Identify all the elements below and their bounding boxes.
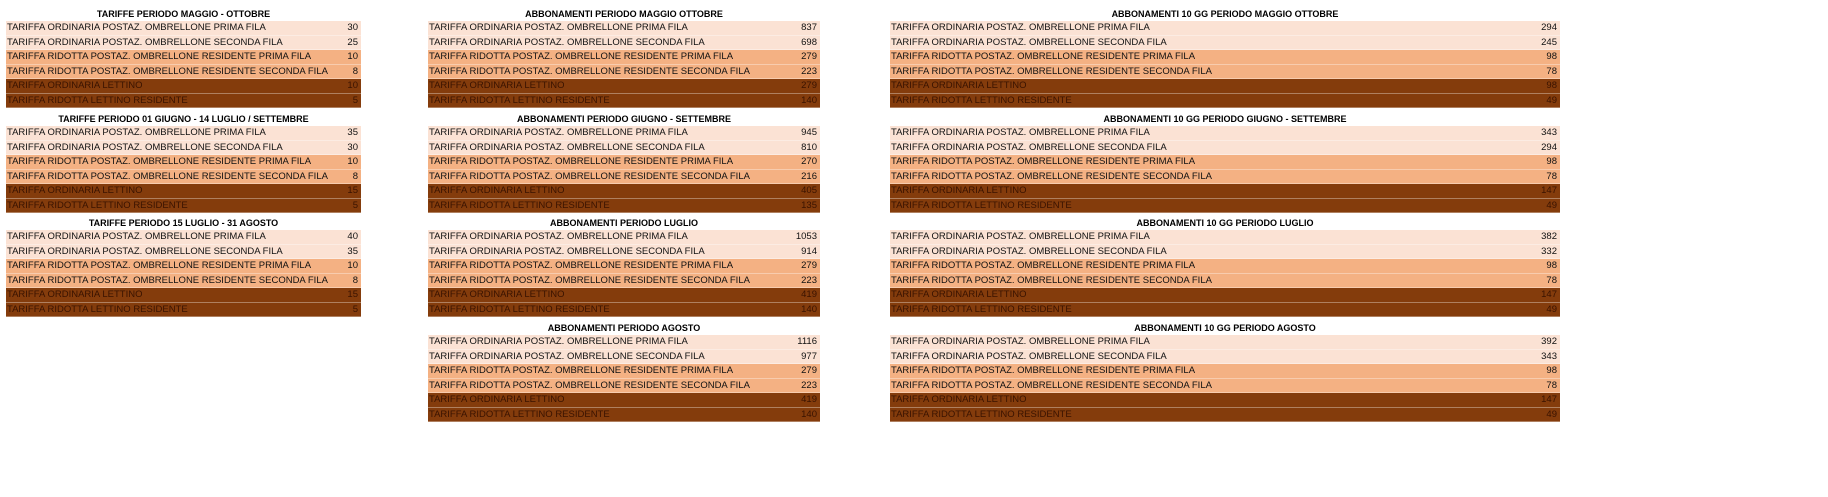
row-value: 419 (801, 394, 817, 405)
table-row (890, 335, 1560, 350)
row-label: TARIFFA RIDOTTA POSTAZ. OMBRELLONE RESIDENTE SECONDA FILA (891, 65, 1212, 77)
table-row (890, 21, 1560, 36)
row-value: 98 (1546, 365, 1557, 376)
table-row (6, 288, 361, 303)
row-label: TARIFFA ORDINARIA POSTAZ. OMBRELLONE PRIMA FILA (7, 231, 266, 242)
row-value: 10 (347, 156, 358, 167)
row-value: 1053 (795, 231, 817, 242)
table-row (428, 94, 820, 109)
row-label: TARIFFA ORDINARIA POSTAZ. OMBRELLONE PRIMA FILA (7, 127, 266, 138)
row-label: TARIFFA RIDOTTA POSTAZ. OMBRELLONE RESIDENTE PRIMA FILA (429, 260, 734, 271)
row-value: 35 (347, 127, 358, 138)
row-label: TARIFFA ORDINARIA LETTINO (429, 394, 565, 405)
row-label: TARIFFA ORDINARIA POSTAZ. OMBRELLONE SECONDA FILA (891, 245, 1167, 257)
table-row (428, 379, 820, 394)
row-label: TARIFFA RIDOTTA POSTAZ. OMBRELLONE RESIDENTE PRIMA FILA (429, 156, 734, 167)
row-value: 10 (347, 80, 358, 91)
table-row (428, 155, 820, 170)
row-label: TARIFFA RIDOTTA POSTAZ. OMBRELLONE RESIDENTE PRIMA FILA (7, 260, 312, 271)
table-row (428, 259, 820, 274)
row-value: 98 (1546, 260, 1557, 271)
row-label: TARIFFA ORDINARIA POSTAZ. OMBRELLONE SECONDA FILA (429, 350, 705, 362)
table-title: ABBONAMENTI 10 GG PERIODO GIUGNO - SETTEMBRE (1103, 114, 1347, 124)
row-label: TARIFFA ORDINARIA POSTAZ. OMBRELLONE SECONDA FILA (429, 141, 705, 153)
table-title: ABBONAMENTI 10 GG PERIODO AGOSTO (1134, 323, 1316, 333)
table-row (428, 50, 820, 65)
table-row (890, 303, 1560, 318)
row-label: TARIFFA ORDINARIA POSTAZ. OMBRELLONE PRIMA FILA (7, 22, 266, 33)
row-label: TARIFFA RIDOTTA POSTAZ. OMBRELLONE RESIDENTE PRIMA FILA (7, 51, 312, 62)
row-label: TARIFFA RIDOTTA POSTAZ. OMBRELLONE RESIDENTE PRIMA FILA (891, 156, 1196, 167)
table-tariffe-maggio-ottobre (6, 8, 361, 108)
table-row (890, 274, 1560, 289)
row-label: TARIFFA RIDOTTA LETTINO RESIDENTE (429, 199, 610, 211)
row-value: 5 (352, 303, 358, 315)
table-row (6, 65, 361, 80)
row-value: 15 (347, 185, 358, 196)
row-value: 392 (1541, 336, 1557, 347)
row-label: TARIFFA ORDINARIA POSTAZ. OMBRELLONE PRIMA FILA (891, 127, 1150, 138)
row-label: TARIFFA RIDOTTA POSTAZ. OMBRELLONE RESIDENTE PRIMA FILA (429, 51, 734, 62)
row-value: 140 (801, 303, 817, 315)
table-row (6, 21, 361, 36)
table-row (890, 288, 1560, 303)
table-row (428, 364, 820, 379)
table-row (6, 199, 361, 214)
row-value: 270 (801, 156, 817, 167)
row-label: TARIFFA ORDINARIA POSTAZ. OMBRELLONE PRIMA FILA (429, 127, 688, 138)
table-row (6, 170, 361, 185)
row-value: 147 (1541, 185, 1557, 196)
row-label: TARIFFA ORDINARIA POSTAZ. OMBRELLONE SECONDA FILA (429, 245, 705, 257)
row-value: 223 (801, 379, 817, 391)
table-title: TARIFFE PERIODO 15 LUGLIO - 31 AGOSTO (88, 218, 279, 228)
row-value: 332 (1541, 245, 1557, 257)
row-label: TARIFFA RIDOTTA POSTAZ. OMBRELLONE RESIDENTE SECONDA FILA (7, 65, 328, 77)
table-abbonamenti-10gg-giugno-settembre (890, 113, 1560, 213)
row-label: TARIFFA RIDOTTA LETTINO RESIDENTE (429, 303, 610, 315)
row-label: TARIFFA RIDOTTA POSTAZ. OMBRELLONE RESIDENTE SECONDA FILA (429, 65, 750, 77)
table-row (890, 245, 1560, 260)
row-label: TARIFFA RIDOTTA POSTAZ. OMBRELLONE RESIDENTE PRIMA FILA (891, 260, 1196, 271)
row-value: 78 (1546, 379, 1557, 391)
row-value: 343 (1541, 127, 1557, 138)
table-row (428, 274, 820, 289)
row-label: TARIFFA ORDINARIA POSTAZ. OMBRELLONE SECONDA FILA (429, 36, 705, 48)
row-label: TARIFFA ORDINARIA POSTAZ. OMBRELLONE SECONDA FILA (891, 350, 1167, 362)
row-label: TARIFFA RIDOTTA POSTAZ. OMBRELLONE RESIDENTE SECONDA FILA (891, 379, 1212, 391)
row-label: TARIFFA ORDINARIA LETTINO (429, 80, 565, 91)
table-row (890, 155, 1560, 170)
table-row (428, 303, 820, 318)
row-value: 223 (801, 274, 817, 286)
row-label: TARIFFA ORDINARIA POSTAZ. OMBRELLONE SECONDA FILA (7, 36, 283, 48)
row-label: TARIFFA ORDINARIA LETTINO (7, 185, 143, 196)
table-row (428, 199, 820, 214)
row-label: TARIFFA RIDOTTA POSTAZ. OMBRELLONE RESIDENTE SECONDA FILA (891, 274, 1212, 286)
row-value: 8 (352, 170, 358, 182)
table-row (428, 184, 820, 199)
row-value: 5 (352, 94, 358, 106)
table-row (890, 408, 1560, 423)
row-label: TARIFFA ORDINARIA POSTAZ. OMBRELLONE SECONDA FILA (891, 141, 1167, 153)
row-value: 223 (801, 65, 817, 77)
row-value: 30 (347, 141, 358, 153)
row-value: 343 (1541, 350, 1557, 362)
table-row (6, 274, 361, 289)
table-abbonamenti-10gg-agosto (890, 322, 1560, 422)
row-value: 914 (801, 245, 817, 257)
row-value: 279 (801, 80, 817, 91)
table-tariffe-giugno-settembre (6, 113, 361, 213)
row-label: TARIFFA RIDOTTA LETTINO RESIDENTE (891, 94, 1072, 106)
table-row (6, 245, 361, 260)
row-value: 49 (1546, 408, 1557, 420)
row-label: TARIFFA ORDINARIA LETTINO (429, 289, 565, 300)
row-label: TARIFFA ORDINARIA LETTINO (429, 185, 565, 196)
row-label: TARIFFA ORDINARIA LETTINO (7, 289, 143, 300)
row-label: TARIFFA ORDINARIA POSTAZ. OMBRELLONE PRIMA FILA (891, 231, 1150, 242)
table-row (6, 141, 361, 156)
table-row (428, 170, 820, 185)
table-title: TARIFFE PERIODO 01 GIUGNO - 14 LUGLIO / SETTEMBRE (58, 114, 309, 124)
row-value: 49 (1546, 199, 1557, 211)
row-label: TARIFFA RIDOTTA LETTINO RESIDENTE (7, 94, 188, 106)
table-row (428, 36, 820, 51)
row-value: 147 (1541, 394, 1557, 405)
table-tariffe-luglio-agosto (6, 217, 361, 317)
row-value: 5 (352, 199, 358, 211)
table-row (890, 379, 1560, 394)
table-row (428, 79, 820, 94)
row-value: 140 (801, 408, 817, 420)
table-title: ABBONAMENTI PERIODO AGOSTO (547, 323, 701, 333)
row-value: 837 (801, 22, 817, 33)
row-value: 49 (1546, 303, 1557, 315)
row-label: TARIFFA RIDOTTA LETTINO RESIDENTE (429, 408, 610, 420)
row-value: 140 (801, 94, 817, 106)
row-value: 49 (1546, 94, 1557, 106)
row-value: 382 (1541, 231, 1557, 242)
row-label: TARIFFA RIDOTTA POSTAZ. OMBRELLONE RESIDENTE PRIMA FILA (7, 156, 312, 167)
table-row (6, 259, 361, 274)
row-value: 40 (347, 231, 358, 242)
row-value: 294 (1541, 22, 1557, 33)
row-value: 8 (352, 65, 358, 77)
row-value: 78 (1546, 65, 1557, 77)
row-value: 98 (1546, 80, 1557, 91)
row-label: TARIFFA ORDINARIA LETTINO (7, 80, 143, 91)
row-value: 78 (1546, 274, 1557, 286)
table-row (428, 245, 820, 260)
row-label: TARIFFA ORDINARIA POSTAZ. OMBRELLONE PRIMA FILA (891, 22, 1150, 33)
row-label: TARIFFA ORDINARIA LETTINO (891, 80, 1027, 91)
table-row (890, 184, 1560, 199)
row-value: 279 (801, 365, 817, 376)
row-label: TARIFFA RIDOTTA POSTAZ. OMBRELLONE RESIDENTE PRIMA FILA (891, 51, 1196, 62)
row-label: TARIFFA RIDOTTA LETTINO RESIDENTE (891, 199, 1072, 211)
row-value: 405 (801, 185, 817, 196)
row-value: 945 (801, 127, 817, 138)
row-label: TARIFFA RIDOTTA LETTINO RESIDENTE (7, 199, 188, 211)
table-row (890, 259, 1560, 274)
table-row (890, 393, 1560, 408)
row-value: 10 (347, 260, 358, 271)
table-title: ABBONAMENTI PERIODO LUGLIO (550, 218, 698, 228)
table-abbonamenti-maggio-ottobre (428, 8, 820, 108)
row-label: TARIFFA ORDINARIA LETTINO (891, 394, 1027, 405)
table-row (890, 364, 1560, 379)
row-label: TARIFFA ORDINARIA LETTINO (891, 185, 1027, 196)
table-row (6, 303, 361, 318)
row-value: 216 (801, 170, 817, 182)
row-label: TARIFFA RIDOTTA POSTAZ. OMBRELLONE RESIDENTE PRIMA FILA (429, 365, 734, 376)
table-row (6, 50, 361, 65)
row-value: 279 (801, 51, 817, 62)
row-label: TARIFFA ORDINARIA POSTAZ. OMBRELLONE PRIMA FILA (891, 336, 1150, 347)
row-label: TARIFFA RIDOTTA POSTAZ. OMBRELLONE RESIDENTE PRIMA FILA (891, 365, 1196, 376)
table-row (428, 408, 820, 423)
row-value: 35 (347, 245, 358, 257)
row-value: 245 (1541, 36, 1557, 48)
table-row (6, 36, 361, 51)
table-row (6, 126, 361, 141)
table-row (890, 126, 1560, 141)
row-label: TARIFFA ORDINARIA LETTINO (891, 289, 1027, 300)
row-value: 8 (352, 274, 358, 286)
table-title: TARIFFE PERIODO MAGGIO - OTTOBRE (96, 9, 271, 19)
table-row (890, 230, 1560, 245)
row-value: 98 (1546, 156, 1557, 167)
row-value: 15 (347, 289, 358, 300)
table-row (890, 79, 1560, 94)
row-value: 30 (347, 22, 358, 33)
table-row (428, 141, 820, 156)
table-abbonamenti-agosto (428, 322, 820, 422)
row-value: 10 (347, 51, 358, 62)
row-value: 698 (801, 36, 817, 48)
row-label: TARIFFA ORDINARIA POSTAZ. OMBRELLONE PRIMA FILA (429, 231, 688, 242)
table-row (890, 141, 1560, 156)
table-row (428, 126, 820, 141)
row-label: TARIFFA RIDOTTA POSTAZ. OMBRELLONE RESIDENTE SECONDA FILA (429, 379, 750, 391)
table-row (428, 288, 820, 303)
row-label: TARIFFA RIDOTTA LETTINO RESIDENTE (891, 303, 1072, 315)
row-label: TARIFFA ORDINARIA POSTAZ. OMBRELLONE PRIMA FILA (429, 336, 688, 347)
table-title: ABBONAMENTI 10 GG PERIODO LUGLIO (1136, 218, 1314, 228)
table-row (6, 94, 361, 109)
table-row (6, 230, 361, 245)
row-value: 294 (1541, 141, 1557, 153)
row-label: TARIFFA RIDOTTA POSTAZ. OMBRELLONE RESIDENTE SECONDA FILA (7, 274, 328, 286)
table-row (428, 65, 820, 80)
table-row (890, 65, 1560, 80)
table-row (890, 199, 1560, 214)
table-title: ABBONAMENTI PERIODO MAGGIO OTTOBRE (525, 9, 723, 19)
table-row (890, 36, 1560, 51)
row-label: TARIFFA RIDOTTA LETTINO RESIDENTE (429, 94, 610, 106)
row-label: TARIFFA RIDOTTA POSTAZ. OMBRELLONE RESIDENTE SECONDA FILA (429, 170, 750, 182)
table-row (890, 350, 1560, 365)
row-label: TARIFFA RIDOTTA LETTINO RESIDENTE (891, 408, 1072, 420)
row-label: TARIFFA RIDOTTA LETTINO RESIDENTE (7, 303, 188, 315)
table-abbonamenti-10gg-maggio-ottobre (890, 8, 1560, 108)
table-row (6, 79, 361, 94)
row-value: 977 (801, 350, 817, 362)
table-title: ABBONAMENTI PERIODO GIUGNO - SETTEMBRE (516, 114, 731, 124)
row-label: TARIFFA RIDOTTA POSTAZ. OMBRELLONE RESIDENTE SECONDA FILA (7, 170, 328, 182)
row-value: 419 (801, 289, 817, 300)
table-row (890, 50, 1560, 65)
row-value: 147 (1541, 289, 1557, 300)
row-value: 78 (1546, 170, 1557, 182)
row-value: 98 (1546, 51, 1557, 62)
table-title: ABBONAMENTI 10 GG PERIODO MAGGIO OTTOBRE (1111, 9, 1339, 19)
row-label: TARIFFA RIDOTTA POSTAZ. OMBRELLONE RESIDENTE SECONDA FILA (429, 274, 750, 286)
table-row (6, 155, 361, 170)
table-row (428, 230, 820, 245)
row-label: TARIFFA RIDOTTA POSTAZ. OMBRELLONE RESIDENTE SECONDA FILA (891, 170, 1212, 182)
table-abbonamenti-10gg-luglio (890, 217, 1560, 317)
table-row (428, 393, 820, 408)
table-row (6, 184, 361, 199)
row-label: TARIFFA ORDINARIA POSTAZ. OMBRELLONE SECONDA FILA (7, 141, 283, 153)
table-row (428, 350, 820, 365)
table-row (890, 94, 1560, 109)
row-value: 25 (347, 36, 358, 48)
row-label: TARIFFA ORDINARIA POSTAZ. OMBRELLONE SECONDA FILA (7, 245, 283, 257)
table-abbonamenti-luglio (428, 217, 820, 317)
table-row (428, 21, 820, 36)
table-abbonamenti-giugno-settembre (428, 113, 820, 213)
row-value: 1116 (797, 336, 817, 347)
row-value: 810 (801, 141, 817, 153)
row-value: 279 (801, 260, 817, 271)
table-row (428, 335, 820, 350)
row-label: TARIFFA ORDINARIA POSTAZ. OMBRELLONE SECONDA FILA (891, 36, 1167, 48)
row-value: 135 (801, 199, 817, 211)
table-row (890, 170, 1560, 185)
row-label: TARIFFA ORDINARIA POSTAZ. OMBRELLONE PRIMA FILA (429, 22, 688, 33)
